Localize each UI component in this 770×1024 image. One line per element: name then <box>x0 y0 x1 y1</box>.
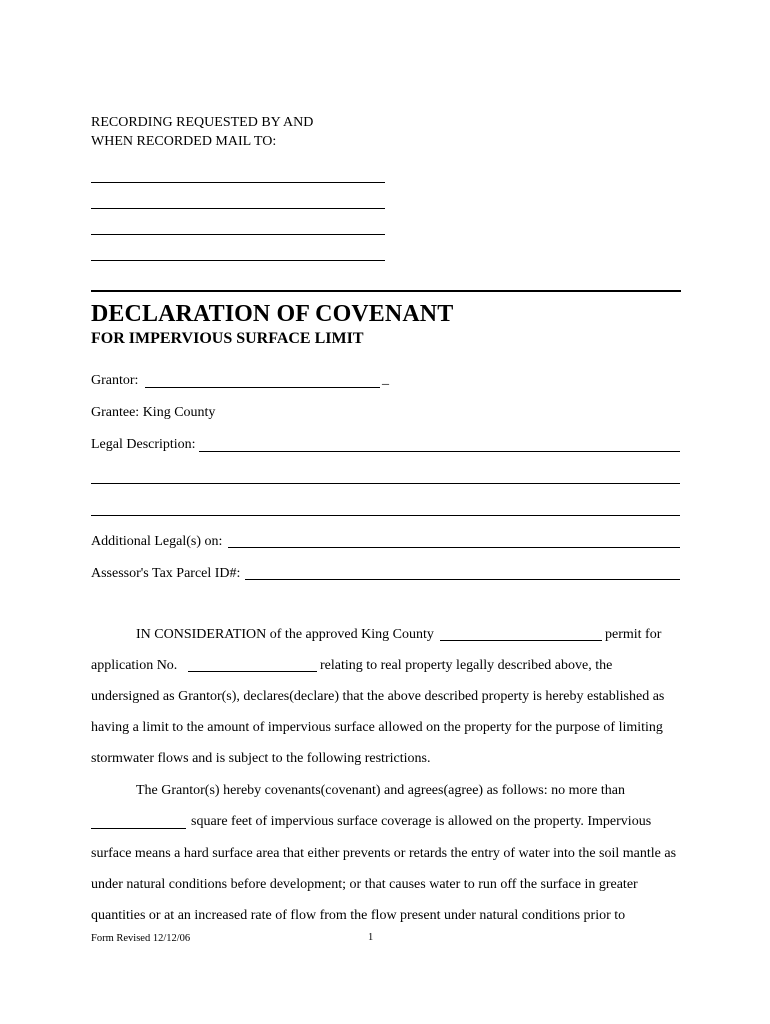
application-number-line[interactable] <box>188 671 317 672</box>
page-number: 1 <box>368 932 374 943</box>
form-revised-footer: Form Revised 12/12/06 <box>91 933 191 944</box>
body-p1-line1-b: permit for <box>605 627 662 642</box>
body-p2-line4: under natural conditions before development; or that causes water to run off the surface in greater <box>91 877 638 892</box>
mail-to-line-3[interactable] <box>91 234 385 235</box>
body-p2-line2: square feet of impervious surface coverage is allowed on the property. Impervious <box>191 814 652 829</box>
body-p1-line1-a: IN CONSIDERATION of the approved King County <box>136 627 434 642</box>
body-p1-line3: undersigned as Grantor(s), declares(declare) that the above described property is hereby established as <box>91 689 665 704</box>
grantor-line-tail: _ <box>382 372 389 387</box>
body-p1-line2-b: relating to real property legally described above, the <box>320 658 613 673</box>
legal-description-line-3[interactable] <box>91 515 680 516</box>
title-rule <box>91 290 681 292</box>
body-p2-line5: quantities or at an increased rate of flow from the flow present under natural conditions prior to <box>91 908 626 923</box>
body-p1-line2-a: application No. <box>91 658 178 673</box>
body-p2-line1: The Grantor(s) hereby covenants(covenant) and agrees(agree) as follows: no more than <box>136 783 626 798</box>
document-subtitle: FOR IMPERVIOUS SURFACE LIMIT <box>91 330 364 347</box>
permit-type-line[interactable] <box>440 640 602 641</box>
mail-to-line-1[interactable] <box>91 182 385 183</box>
grantor-line[interactable] <box>145 387 380 388</box>
additional-legal-line[interactable] <box>228 547 680 548</box>
body-p2-line3: surface means a hard surface area that either prevents or retards the entry of water into the soil mantle as <box>91 846 677 861</box>
body-p1-line5: stormwater flows and is subject to the following restrictions. <box>91 751 431 766</box>
mail-to-line-2[interactable] <box>91 208 385 209</box>
document-title: DECLARATION OF COVENANT <box>91 301 454 327</box>
when-recorded-mail-line: WHEN RECORDED MAIL TO: <box>91 134 277 149</box>
tax-parcel-line[interactable] <box>245 579 680 580</box>
legal-description-label: Legal Description: <box>91 437 196 452</box>
tax-parcel-label: Assessor's Tax Parcel ID#: <box>91 566 241 581</box>
legal-description-line-2[interactable] <box>91 483 680 484</box>
additional-legal-label: Additional Legal(s) on: <box>91 534 223 549</box>
recording-requested-line: RECORDING REQUESTED BY AND <box>91 115 314 130</box>
body-p1-line4: having a limit to the amount of impervious surface allowed on the property for the purpose of limiting <box>91 720 663 735</box>
grantor-label: Grantor: <box>91 373 139 388</box>
mail-to-line-4[interactable] <box>91 260 385 261</box>
square-feet-line[interactable] <box>91 828 186 829</box>
legal-description-line-1[interactable] <box>199 451 680 452</box>
grantee-text: Grantee: King County <box>91 405 216 420</box>
